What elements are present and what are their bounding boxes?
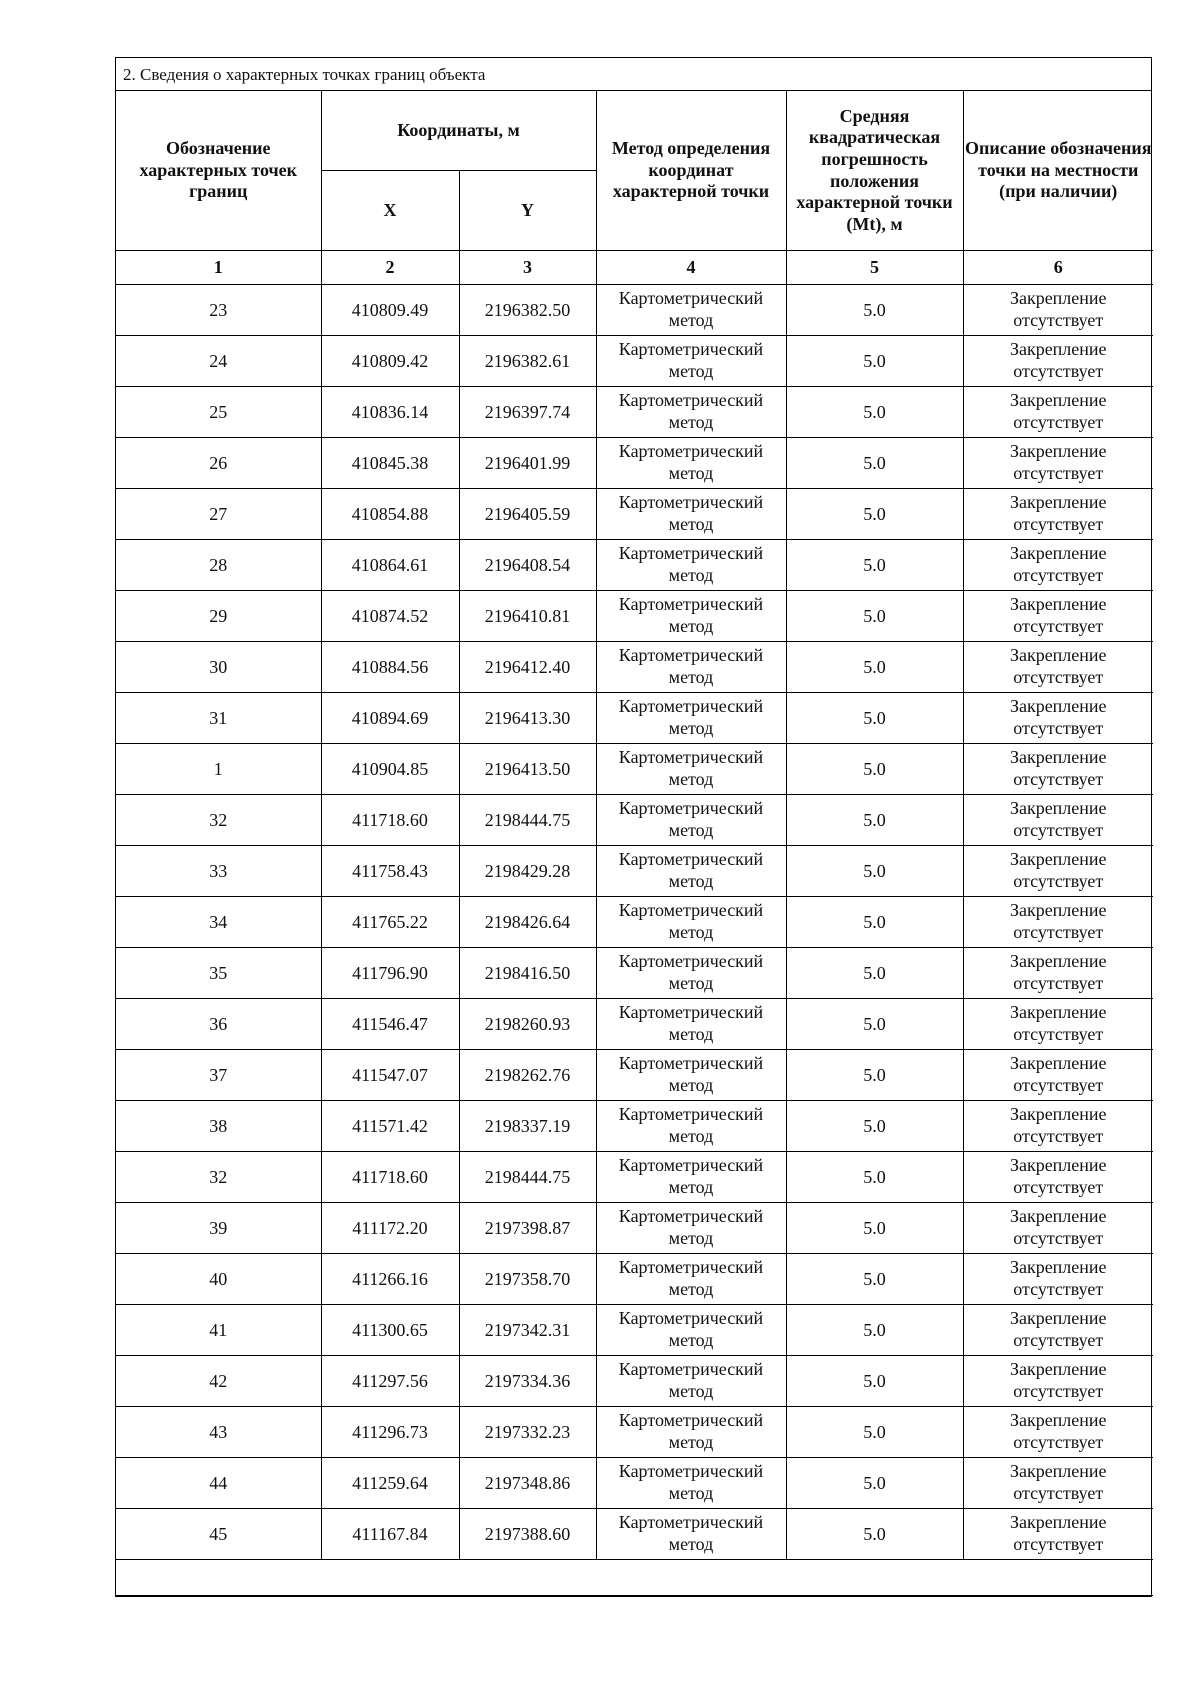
- cell-description: Закрепление отсутствует: [963, 846, 1153, 897]
- cell-method: Картометрический метод: [596, 999, 786, 1050]
- cell-method: Картометрический метод: [596, 1305, 786, 1356]
- header-method: Метод определения координат характерной точки: [596, 91, 786, 251]
- cell-x: 411718.60: [321, 1152, 459, 1203]
- cell-y: 2196382.61: [459, 336, 596, 387]
- cell-method: Картометрический метод: [596, 387, 786, 438]
- cell-mt: 5.0: [786, 642, 963, 693]
- cell-method: Картометрический метод: [596, 1407, 786, 1458]
- cell-mt: 5.0: [786, 999, 963, 1050]
- cell-method: Картометрический метод: [596, 948, 786, 999]
- column-number: 6: [963, 251, 1153, 285]
- cell-x: 410854.88: [321, 489, 459, 540]
- boundary-points-table: [116, 91, 1153, 1596]
- cell-mt: 5.0: [786, 1458, 963, 1509]
- cell-x: 410864.61: [321, 540, 459, 591]
- cell-description: Закрепление отсутствует: [963, 336, 1153, 387]
- cell-mt: 5.0: [786, 1203, 963, 1254]
- column-number: 5: [786, 251, 963, 285]
- cell-description: Закрепление отсутствует: [963, 948, 1153, 999]
- cell-x: 410845.38: [321, 438, 459, 489]
- cell-mt: 5.0: [786, 846, 963, 897]
- cell-point: 28: [116, 540, 321, 591]
- cell-mt: 5.0: [786, 387, 963, 438]
- cell-point: 25: [116, 387, 321, 438]
- cell-y: 2198429.28: [459, 846, 596, 897]
- cell-point: 36: [116, 999, 321, 1050]
- cell-method: Картометрический метод: [596, 744, 786, 795]
- cell-point: 27: [116, 489, 321, 540]
- column-number: 3: [459, 251, 596, 285]
- cell-description: Закрепление отсутствует: [963, 285, 1153, 336]
- cell-point: 31: [116, 693, 321, 744]
- cell-description: Закрепление отсутствует: [963, 1407, 1153, 1458]
- cell-x: 410884.56: [321, 642, 459, 693]
- cell-mt: 5.0: [786, 693, 963, 744]
- cell-method: Картометрический метод: [596, 489, 786, 540]
- cell-method: Картометрический метод: [596, 1101, 786, 1152]
- cell-method: Картометрический метод: [596, 897, 786, 948]
- cell-description: Закрепление отсутствует: [963, 1356, 1153, 1407]
- cell-method: Картометрический метод: [596, 1356, 786, 1407]
- cell-mt: 5.0: [786, 1152, 963, 1203]
- cell-description: Закрепление отсутствует: [963, 1254, 1153, 1305]
- table-row: [116, 948, 1153, 999]
- table-row: [116, 1203, 1153, 1254]
- cell-mt: 5.0: [786, 1305, 963, 1356]
- table-row: [116, 1101, 1153, 1152]
- cell-method: Картометрический метод: [596, 540, 786, 591]
- cell-y: 2197398.87: [459, 1203, 596, 1254]
- cell-y: 2198444.75: [459, 1152, 596, 1203]
- cell-y: 2196410.81: [459, 591, 596, 642]
- cell-method: Картометрический метод: [596, 1203, 786, 1254]
- cell-x: 411259.64: [321, 1458, 459, 1509]
- cell-y: 2198444.75: [459, 795, 596, 846]
- cell-method: Картометрический метод: [596, 642, 786, 693]
- table-row: [116, 1458, 1153, 1509]
- cell-y: 2197342.31: [459, 1305, 596, 1356]
- header-error: Средняя квадратическая погрешность положения характерной точки (Mt), м: [786, 91, 963, 251]
- table-row: [116, 1509, 1153, 1560]
- cell-x: 411547.07: [321, 1050, 459, 1101]
- cell-x: 411758.43: [321, 846, 459, 897]
- header-coordinates: Координаты, м: [321, 91, 596, 171]
- column-number: 1: [116, 251, 321, 285]
- cell-mt: 5.0: [786, 336, 963, 387]
- cell-x: 410809.49: [321, 285, 459, 336]
- cell-x: 411172.20: [321, 1203, 459, 1254]
- cell-point: 41: [116, 1305, 321, 1356]
- table-row: [116, 897, 1153, 948]
- header-description: Описание обозначения точки на местности (при наличии): [963, 91, 1153, 251]
- cell-y: 2196413.30: [459, 693, 596, 744]
- cell-method: Картометрический метод: [596, 591, 786, 642]
- cell-point: 24: [116, 336, 321, 387]
- table-row: [116, 693, 1153, 744]
- header-row: [116, 91, 1153, 171]
- cell-method: Картометрический метод: [596, 1152, 786, 1203]
- cell-description: Закрепление отсутствует: [963, 1305, 1153, 1356]
- table-row: [116, 1254, 1153, 1305]
- cell-description: Закрепление отсутствует: [963, 1101, 1153, 1152]
- cell-x: 411765.22: [321, 897, 459, 948]
- cell-point: 26: [116, 438, 321, 489]
- table-row: [116, 846, 1153, 897]
- cell-mt: 5.0: [786, 1407, 963, 1458]
- header-point-designation: Обозначение характерных точек границ: [116, 91, 321, 251]
- cell-y: 2197334.36: [459, 1356, 596, 1407]
- cell-description: Закрепление отсутствует: [963, 795, 1153, 846]
- cell-description: Закрепление отсутствует: [963, 1152, 1153, 1203]
- cell-point: 32: [116, 795, 321, 846]
- cell-x: 410874.52: [321, 591, 459, 642]
- cell-y: 2196413.50: [459, 744, 596, 795]
- table-row: [116, 540, 1153, 591]
- cell-method: Картометрический метод: [596, 285, 786, 336]
- cell-y: 2196397.74: [459, 387, 596, 438]
- table-row: [116, 1050, 1153, 1101]
- table-row: [116, 744, 1153, 795]
- cell-y: 2196401.99: [459, 438, 596, 489]
- cell-point: 30: [116, 642, 321, 693]
- cell-x: 411300.65: [321, 1305, 459, 1356]
- cell-x: 411296.73: [321, 1407, 459, 1458]
- table-row: [116, 1407, 1153, 1458]
- table-row: [116, 1305, 1153, 1356]
- cell-method: Картометрический метод: [596, 438, 786, 489]
- cell-y: 2197348.86: [459, 1458, 596, 1509]
- cell-point: 23: [116, 285, 321, 336]
- cell-x: 411718.60: [321, 795, 459, 846]
- cell-point: 29: [116, 591, 321, 642]
- cell-method: Картометрический метод: [596, 795, 786, 846]
- cell-mt: 5.0: [786, 1509, 963, 1560]
- table-row: [116, 336, 1153, 387]
- cell-method: Картометрический метод: [596, 1509, 786, 1560]
- cell-mt: 5.0: [786, 285, 963, 336]
- cell-description: Закрепление отсутствует: [963, 489, 1153, 540]
- empty-footer-cell: [116, 1560, 1153, 1596]
- cell-description: Закрепление отсутствует: [963, 693, 1153, 744]
- cell-y: 2197358.70: [459, 1254, 596, 1305]
- cell-mt: 5.0: [786, 1101, 963, 1152]
- cell-point: 40: [116, 1254, 321, 1305]
- cell-mt: 5.0: [786, 1254, 963, 1305]
- cell-mt: 5.0: [786, 489, 963, 540]
- cell-point: 32: [116, 1152, 321, 1203]
- cell-point: 39: [116, 1203, 321, 1254]
- cell-description: Закрепление отсутствует: [963, 642, 1153, 693]
- cell-method: Картометрический метод: [596, 1458, 786, 1509]
- cell-description: Закрепление отсутствует: [963, 1203, 1153, 1254]
- cell-mt: 5.0: [786, 795, 963, 846]
- cell-description: Закрепление отсутствует: [963, 1050, 1153, 1101]
- cell-y: 2196405.59: [459, 489, 596, 540]
- cell-point: 33: [116, 846, 321, 897]
- table-row: [116, 1356, 1153, 1407]
- boundary-points-sheet: [115, 57, 1152, 1597]
- cell-point: 45: [116, 1509, 321, 1560]
- cell-point: 38: [116, 1101, 321, 1152]
- cell-point: 44: [116, 1458, 321, 1509]
- cell-x: 411266.16: [321, 1254, 459, 1305]
- cell-point: 34: [116, 897, 321, 948]
- cell-y: 2198426.64: [459, 897, 596, 948]
- cell-x: 411796.90: [321, 948, 459, 999]
- cell-method: Картометрический метод: [596, 1050, 786, 1101]
- table-row: [116, 1152, 1153, 1203]
- cell-description: Закрепление отсутствует: [963, 540, 1153, 591]
- cell-x: 410836.14: [321, 387, 459, 438]
- cell-x: 411546.47: [321, 999, 459, 1050]
- cell-x: 410904.85: [321, 744, 459, 795]
- cell-method: Картометрический метод: [596, 336, 786, 387]
- table-row: [116, 489, 1153, 540]
- cell-x: 411571.42: [321, 1101, 459, 1152]
- cell-method: Картометрический метод: [596, 846, 786, 897]
- cell-description: Закрепление отсутствует: [963, 897, 1153, 948]
- cell-y: 2196408.54: [459, 540, 596, 591]
- cell-description: Закрепление отсутствует: [963, 387, 1153, 438]
- table-row: [116, 438, 1153, 489]
- cell-description: Закрепление отсутствует: [963, 1509, 1153, 1560]
- cell-y: 2198416.50: [459, 948, 596, 999]
- cell-x: 411297.56: [321, 1356, 459, 1407]
- header-x: X: [321, 171, 459, 251]
- cell-mt: 5.0: [786, 1356, 963, 1407]
- cell-mt: 5.0: [786, 948, 963, 999]
- cell-point: 37: [116, 1050, 321, 1101]
- cell-mt: 5.0: [786, 1050, 963, 1101]
- cell-y: 2198262.76: [459, 1050, 596, 1101]
- cell-point: 35: [116, 948, 321, 999]
- cell-mt: 5.0: [786, 438, 963, 489]
- cell-mt: 5.0: [786, 540, 963, 591]
- cell-y: 2197388.60: [459, 1509, 596, 1560]
- cell-description: Закрепление отсутствует: [963, 1458, 1153, 1509]
- cell-y: 2198260.93: [459, 999, 596, 1050]
- header-number-row: [116, 251, 1153, 285]
- cell-mt: 5.0: [786, 744, 963, 795]
- cell-method: Картометрический метод: [596, 1254, 786, 1305]
- cell-mt: 5.0: [786, 591, 963, 642]
- cell-point: 43: [116, 1407, 321, 1458]
- cell-description: Закрепление отсутствует: [963, 999, 1153, 1050]
- table-row: [116, 591, 1153, 642]
- table-row: [116, 387, 1153, 438]
- cell-x: 410894.69: [321, 693, 459, 744]
- cell-description: Закрепление отсутствует: [963, 744, 1153, 795]
- cell-x: 410809.42: [321, 336, 459, 387]
- column-number: 2: [321, 251, 459, 285]
- column-number: 4: [596, 251, 786, 285]
- cell-point: 1: [116, 744, 321, 795]
- empty-footer-row: [116, 1560, 1153, 1596]
- table-row: [116, 795, 1153, 846]
- cell-y: 2198337.19: [459, 1101, 596, 1152]
- header-y: Y: [459, 171, 596, 251]
- cell-description: Закрепление отсутствует: [963, 438, 1153, 489]
- cell-y: 2196412.40: [459, 642, 596, 693]
- cell-description: Закрепление отсутствует: [963, 591, 1153, 642]
- table-row: [116, 999, 1153, 1050]
- table-row: [116, 642, 1153, 693]
- cell-mt: 5.0: [786, 897, 963, 948]
- table-row: [116, 285, 1153, 336]
- cell-point: 42: [116, 1356, 321, 1407]
- table-body: [116, 285, 1153, 1560]
- cell-y: 2196382.50: [459, 285, 596, 336]
- cell-y: 2197332.23: [459, 1407, 596, 1458]
- cell-x: 411167.84: [321, 1509, 459, 1560]
- cell-method: Картометрический метод: [596, 693, 786, 744]
- section-title: 2. Сведения о характерных точках границ объекта: [116, 58, 1151, 91]
